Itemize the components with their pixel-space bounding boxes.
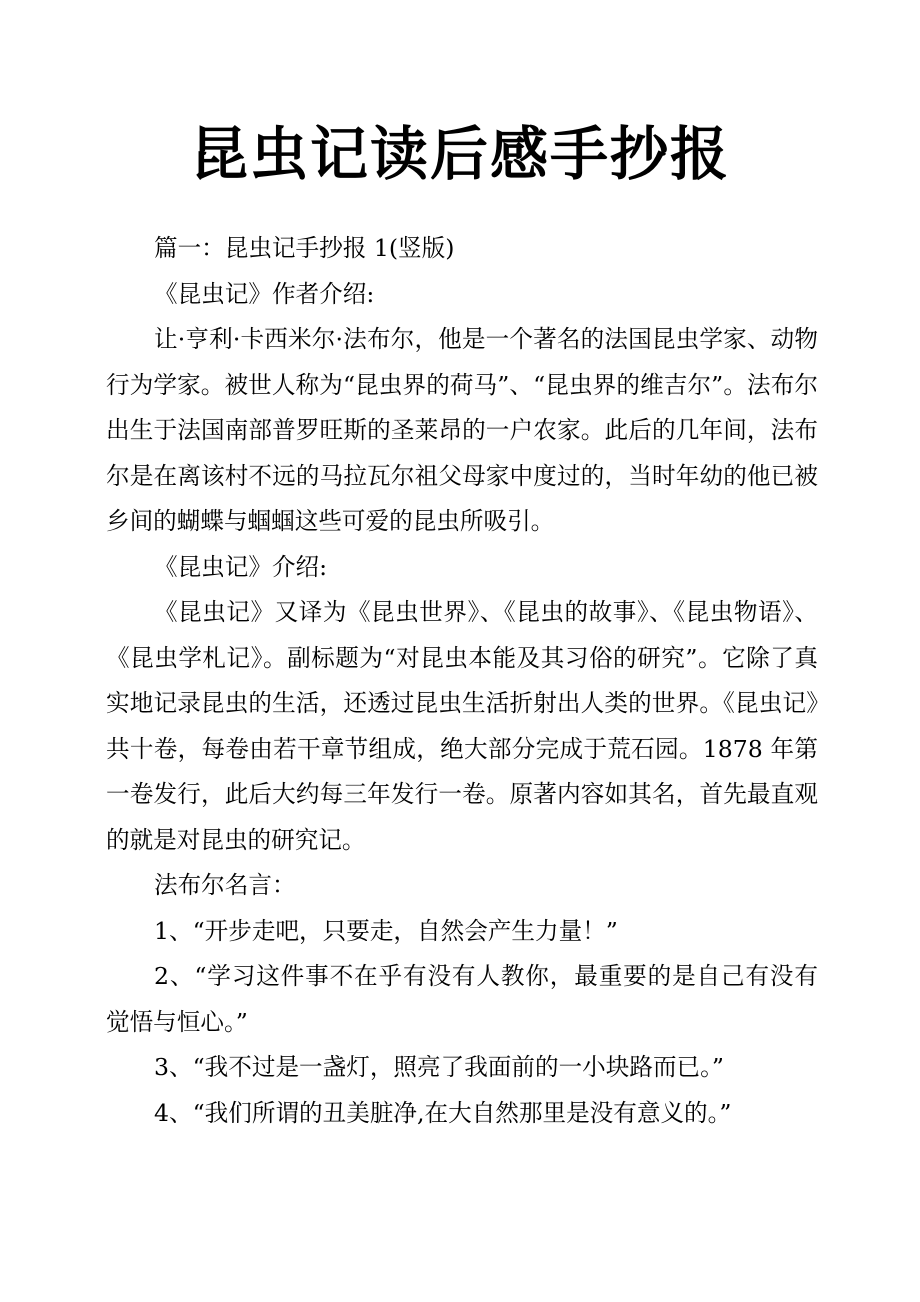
document-body [106,226,818,1136]
page-title: 昆虫记读后感手抄报 [189,120,730,188]
quote-item: 2、“学习这件事不在乎有没有人教你，最重要的是自己有没有觉悟与恒心。” [106,962,818,1036]
quotes-heading: 法布尔名言： [154,871,296,899]
author-intro-heading: 《昆虫记》作者介绍: [154,279,375,308]
book-intro-heading: 《昆虫记》介绍: [154,552,328,581]
quote-item: 3、“我不过是一盏灯，照亮了我面前的一小块路而已。” [154,1053,724,1081]
author-intro-paragraph: 让·亨利·卡西米尔·法布尔，他是一个著名的法国昆虫学家、动物行为学家。被世人称为“昆虫界的荷马”、“昆虫界的维吉尔”。法布尔出生于法国南部普罗旺斯的圣莱昂的一户农家。此后的几年间，法布尔是在离该村不远的马拉瓦尔祖父母家中度过的，当时年幼的他已被乡间的蝴蝶与蝈蝈这些可爱的昆虫所吸引。 [106,325,818,535]
section-heading: 篇一：昆虫记手抄报 1(竖版) [154,234,455,262]
quote-item: 1、“开步走吧，只要走，自然会产生力量！” [154,916,618,945]
book-intro-paragraph: 《昆虫记》又译为《昆虫世界》、《昆虫的故事》、《昆虫物语》、《昆虫学札记》。副标题为“对昆虫本能及其习俗的研究”。它除了真实地记录昆虫的生活，还透过昆虫生活折射出人类的世界。《昆虫记》共十卷，每卷由若干章节组成，绝大部分完成于荒石园。1878 年第一卷发行，此后大约每三年发行一卷。原著内容如其名，首先最直观的就是对昆虫的研究记。 [106,598,818,854]
quote-item: 4、“我们所谓的丑美脏净,在大自然那里是没有意义的。” [154,1098,732,1127]
